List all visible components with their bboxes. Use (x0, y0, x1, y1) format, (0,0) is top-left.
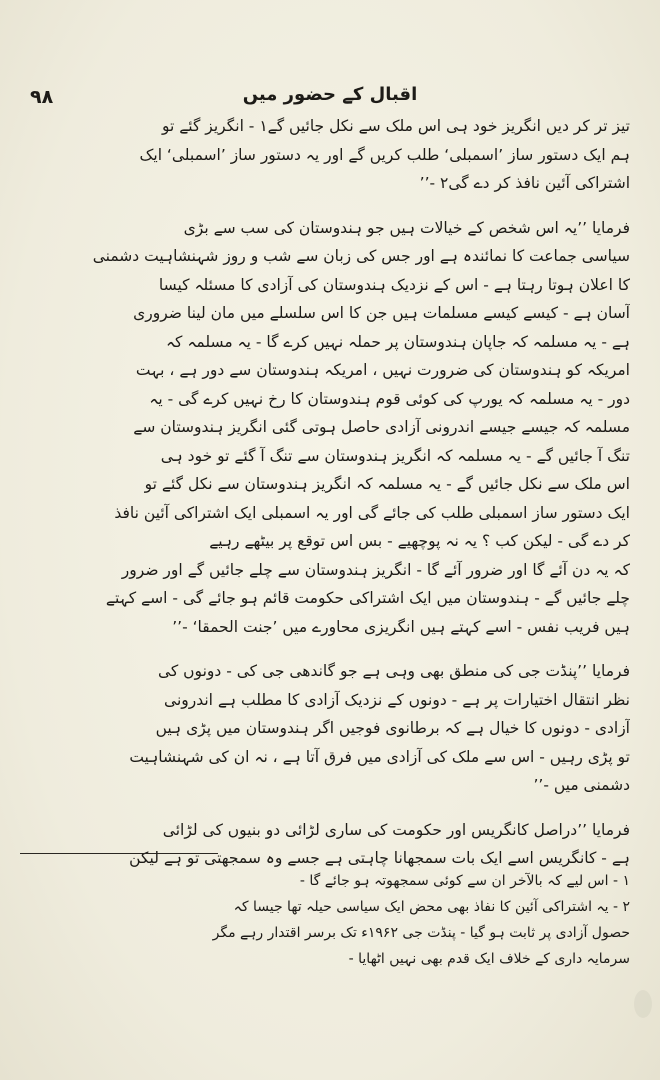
footnote-line: سرمایہ داری کے خلاف ایک قدم بھی نہیں اٹھایا - (348, 951, 630, 967)
paper-blemish (634, 990, 652, 1018)
footnote-divider (20, 853, 218, 854)
text-line: ہیں فریب نفس - اسے کہتے ہیں انگریزی محاورے میں ’جنت الحمقا‘ -’’ (172, 617, 630, 636)
body-text (30, 112, 630, 873)
paragraph (30, 657, 630, 800)
text-line: ہم ایک دستور ساز ’اسمبلی‘ طلب کریں گے اور یہ دستور ساز ’اسمبلی‘ ایک (139, 145, 630, 164)
paragraph (30, 214, 630, 642)
text-line: تو پڑی رہیں - اس سے ملک کی آزادی میں فرق آتا ہے ، نہ ان کی شہنشاہیت (129, 747, 630, 766)
footnote-line: حصول آزادی پر ثابت ہو گیا - پنڈت جی ۱۹۶۲ء تک برسر اقتدار رہے مگر (212, 925, 630, 941)
text-line: کہ یہ دن آئے گا اور ضرور آئے گا - انگریز ہندوستان سے چلے جائیں گے اور ضرور (121, 560, 630, 579)
text-line: کر دے گی - لیکن کب ؟ یہ نہ پوچھیے - بس اس توقع پر بیٹھے رہیے (209, 532, 630, 550)
text-line: مسلمہ کہ جیسے جیسے اندرونی آزادی حاصل ہوتی گئی انگریز ہندوستان سے (133, 418, 630, 436)
text-line: اس ملک سے نکل جائیں گے - یہ مسلمہ کہ انگریز ہندوستان سے نکل گئے تو (144, 475, 630, 493)
text-line: آسان ہے - کیسے کیسے مسلمات ہیں جن کا اس سلسلے میں مان لینا ضروری (133, 304, 630, 322)
paragraph (30, 816, 630, 873)
text-line: آزادی - دونوں کا خیال ہے کہ برطانوی فوجیں اگر ہندوستان میں پڑی ہیں (155, 719, 630, 737)
text-line: ہے - کانگریس اسے ایک بات سمجھانا چاہتی ہے جسے وہ سمجھتی تو ہے لیکن (129, 849, 630, 867)
running-header: اقبال کے حضور میں (242, 84, 418, 105)
text-line: اشتراکی آئین نافذ کر دے گی۲ -’’ (419, 174, 630, 192)
text-line: امریکہ کو ہندوستان کی ضرورت نہیں ، امریکہ ہندوستان سے دور ہے ، بہت (135, 361, 630, 379)
text-line: فرمایا ’’پنڈت جی کی منطق بھی وہی ہے جو گاندھی جی کی - دونوں کی (157, 662, 630, 680)
footnote-line: ۲ - یہ اشتراکی آئین کا نفاذ بھی محض ایک سیاسی حیلہ تھا جیسا کہ (233, 899, 630, 915)
footnotes (30, 868, 630, 972)
text-line: نظر انتقال اختیارات پر ہے - دونوں کے نزدیک آزادی کا مطلب ہے اندرونی (164, 690, 630, 709)
text-line: ایک دستور ساز اسمبلی طلب کی جائے گی اور یہ اسمبلی ایک اشتراکی آئین نافذ (114, 503, 630, 522)
text-line: تنگ آ جائیں گے - یہ مسلمہ کہ انگریز ہندوستان سے تنگ آ گئے تو خود ہی (160, 446, 630, 465)
text-line: کا اعلان ہوتا رہتا ہے - اس کے نزدیک ہندوستان کی آزادی کا مسئلہ کیسا (158, 275, 630, 294)
text-line: دشمنی میں -’’ (533, 776, 630, 794)
paragraph (30, 112, 630, 198)
text-line: تیز تر کر دیں انگریز خود ہی اس ملک سے نکل جائیں گے۱ - انگریز گئے تو (161, 117, 630, 135)
footnote-line: ۱ - اس لیے کہ بالآخر ان سے کوئی سمجھوتہ ہو جائے گا - (299, 873, 630, 889)
page-number: ٩٨ (30, 86, 54, 108)
text-line: فرمایا ’’یہ اس شخص کے خیالات ہیں جو ہندوستان کی سب سے بڑی (183, 218, 630, 237)
text-line: سیاسی جماعت کا نمائندہ ہے اور جس کی زبان سے شب و روز شہنشاہیت دشمنی (92, 247, 630, 265)
text-line: ہے - یہ مسلمہ کہ جاپان ہندوستان پر حملہ نہیں کرے گا - یہ مسلمہ کہ (165, 332, 630, 351)
text-line: دور - یہ مسلمہ کہ یورپ کی کوئی قوم ہندوستان کا رخ نہیں کرے گی - یہ (149, 389, 630, 408)
text-line: فرمایا ’’دراصل کانگریس اور حکومت کی ساری لڑائی دو بنیوں کی لڑائی (162, 820, 630, 839)
text-line: چلے جائیں گے - ہندوستان میں ایک اشتراکی حکومت قائم ہو جائے گی - اسے کہتے (105, 589, 630, 607)
